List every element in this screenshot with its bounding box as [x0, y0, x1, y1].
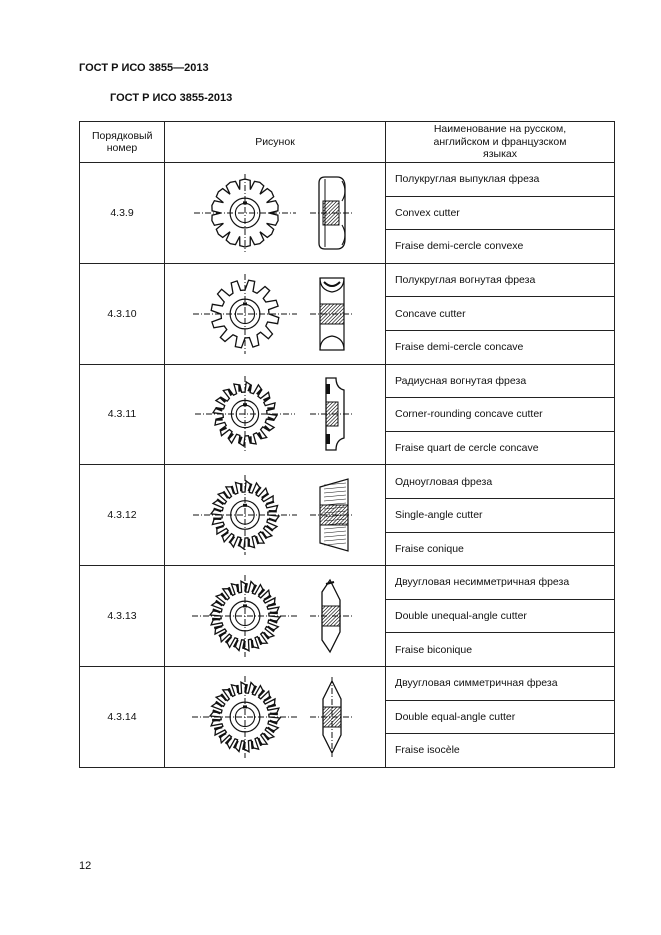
- double-unequal-angle-cutter-icon: [175, 568, 375, 664]
- row-number: 4.3.12: [80, 465, 165, 566]
- name-english: Single-angle cutter: [386, 498, 615, 532]
- double-equal-angle-cutter-icon: [175, 669, 375, 765]
- name-english: Double unequal-angle cutter: [386, 599, 615, 633]
- row-figure: [165, 263, 386, 364]
- name-french: Fraise demi-cercle convexe: [386, 230, 615, 264]
- name-french: Fraise demi-cercle concave: [386, 330, 615, 364]
- row-figure: [165, 566, 386, 667]
- concave-cutter-icon: [175, 266, 375, 362]
- document-header-line-1: ГОСТ Р ИСО 3855—2013: [79, 62, 209, 74]
- header-name: Наименование на русском, английском и французском языках: [386, 122, 615, 163]
- row-number: 4.3.11: [80, 364, 165, 465]
- name-russian: Радиусная вогнутая фреза: [386, 364, 615, 398]
- name-russian: Полукруглая вогнутая фреза: [386, 263, 615, 297]
- table-row: [80, 666, 615, 700]
- row-number: 4.3.14: [80, 666, 165, 767]
- row-figure: [165, 163, 386, 264]
- convex-cutter-icon: [175, 165, 375, 261]
- table-row: [80, 465, 615, 499]
- name-french: Fraise isocèle: [386, 734, 615, 768]
- header-number: Порядковый номер: [80, 122, 165, 163]
- row-number: 4.3.10: [80, 263, 165, 364]
- table-row: [80, 566, 615, 600]
- name-russian: Полукруглая выпуклая фреза: [386, 163, 615, 197]
- name-english: Corner-rounding concave cutter: [386, 398, 615, 432]
- name-russian: Одноугловая фреза: [386, 465, 615, 499]
- row-figure: [165, 364, 386, 465]
- single-angle-cutter-icon: [175, 467, 375, 563]
- row-figure: [165, 465, 386, 566]
- row-number: 4.3.13: [80, 566, 165, 667]
- name-french: Fraise biconique: [386, 633, 615, 667]
- name-french: Fraise quart de cercle concave: [386, 431, 615, 465]
- name-english: Concave cutter: [386, 297, 615, 331]
- name-french: Fraise conique: [386, 532, 615, 566]
- name-english: Double equal-angle cutter: [386, 700, 615, 734]
- row-figure: [165, 666, 386, 767]
- row-number: 4.3.9: [80, 163, 165, 264]
- table-header-row: [80, 122, 615, 163]
- name-english: Convex cutter: [386, 196, 615, 230]
- cutter-terms-table: [79, 121, 615, 768]
- table-row: [80, 263, 615, 297]
- name-russian: Двуугловая несимметричная фреза: [386, 566, 615, 600]
- header-picture: Рисунок: [165, 122, 386, 163]
- table-row: [80, 163, 615, 197]
- corner-rounding-cutter-icon: [175, 366, 375, 462]
- table-row: [80, 364, 615, 398]
- document-header-line-2: ГОСТ Р ИСО 3855-2013: [110, 92, 233, 104]
- page-number: 12: [79, 860, 92, 872]
- name-russian: Двуугловая симметричная фреза: [386, 666, 615, 700]
